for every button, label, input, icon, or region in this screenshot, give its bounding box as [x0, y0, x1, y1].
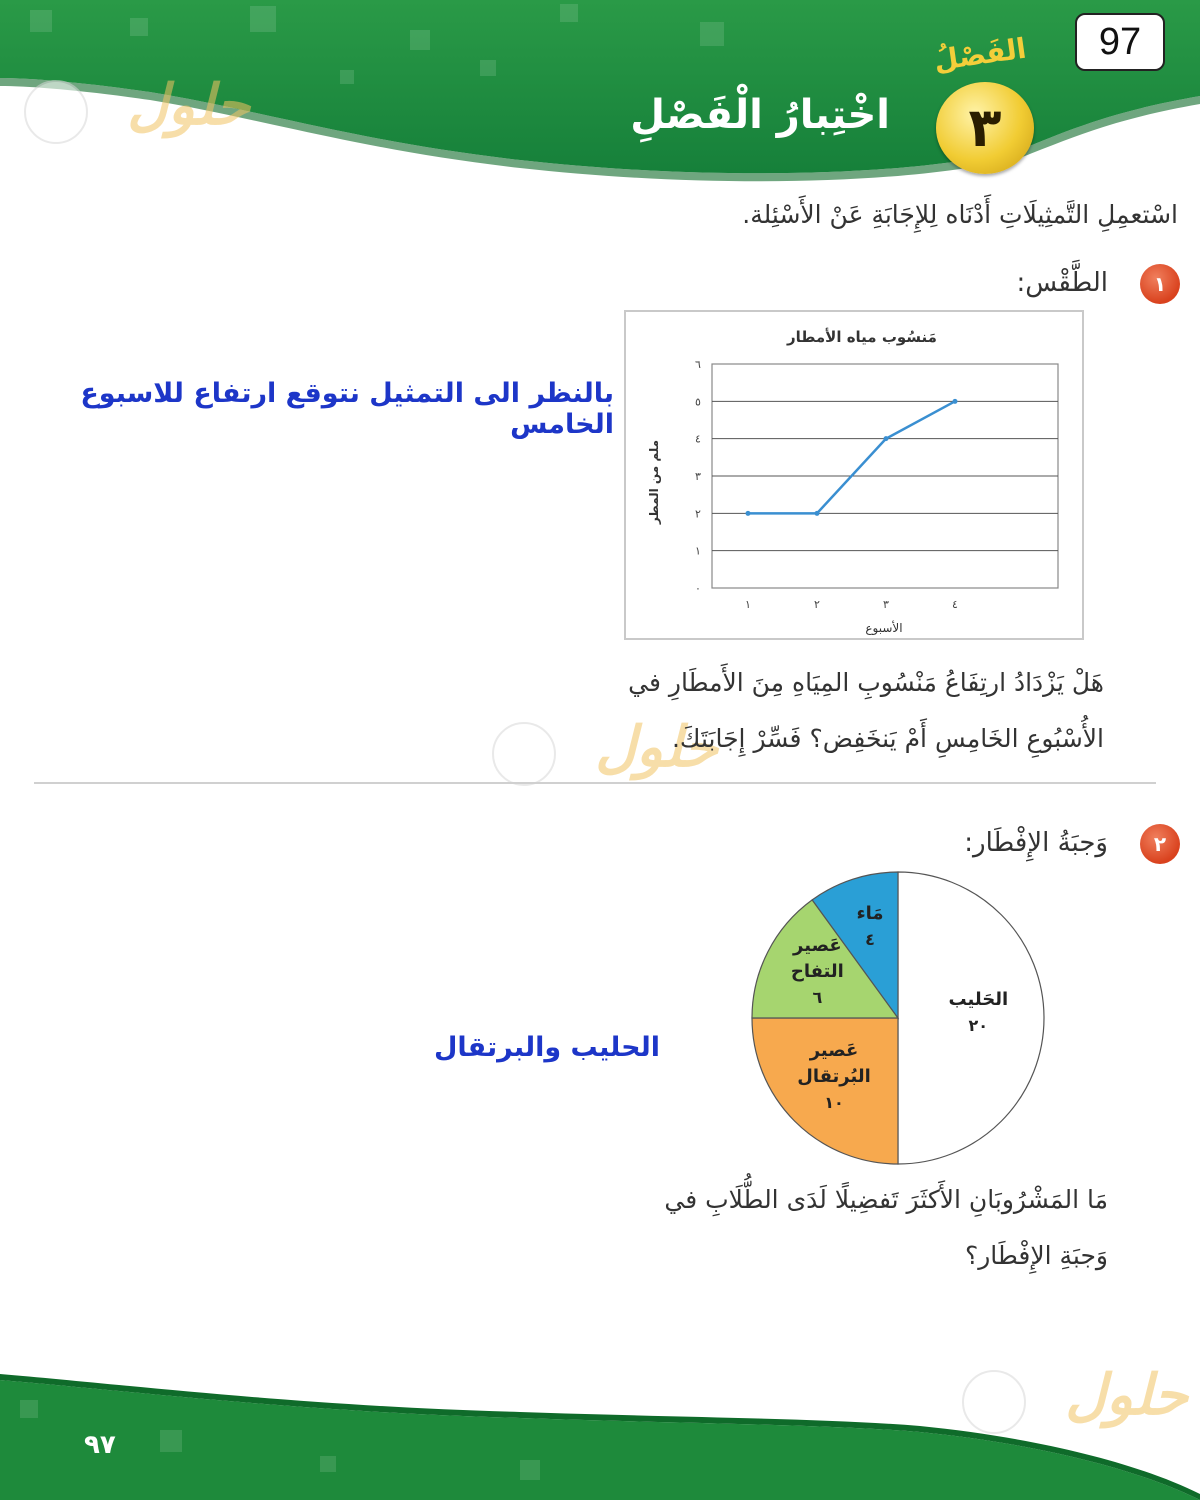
- instruction-text: اسْتعمِلِ التَّمثِيلَاتِ أَدْنَاه لِلإِجَابَةِ عَنْ الأَسْئِلة.: [742, 200, 1178, 229]
- y-axis-label: ملم من المطر: [647, 439, 661, 525]
- question-1-number: ١: [1140, 264, 1180, 304]
- chapter-title: اخْتِبارُ الْفَصْلِ: [630, 92, 890, 138]
- pie-category-label: الحَليب: [948, 989, 1009, 1010]
- chart-title: مَنسُوب مياه الأمطار: [787, 328, 937, 346]
- pie-value-label: ١٠: [824, 1093, 844, 1113]
- watermark-text: حلول: [127, 72, 250, 138]
- watermark-logo-icon: [492, 722, 556, 786]
- pie-category-label: عَصير: [809, 1040, 859, 1062]
- pie-category-label: عَصير: [793, 934, 842, 956]
- pie-value-label: ٢٠: [968, 1016, 989, 1035]
- pie-category-label: مَاء: [856, 902, 884, 924]
- data-point: [953, 399, 958, 404]
- x-axis-label: الأسبوع: [865, 621, 903, 635]
- y-tick-label: ٦: [695, 358, 701, 371]
- section-divider: [34, 782, 1156, 784]
- watermark-text: حلول: [1065, 1362, 1188, 1428]
- series-line: [748, 401, 955, 513]
- data-point: [884, 436, 889, 441]
- page-number-box: 97: [1075, 13, 1165, 71]
- watermark-text: حلول: [595, 714, 718, 780]
- question-2-answer: الحليب والبرتقال: [433, 1032, 660, 1063]
- pie-category-label: البُرتقال: [797, 1066, 871, 1088]
- footer-banner: [0, 1360, 1200, 1500]
- y-tick-label: ٣: [695, 470, 701, 483]
- y-tick-label: ٤: [695, 432, 701, 446]
- y-tick-label: ٢: [695, 507, 701, 521]
- y-tick-label: ٥: [695, 395, 701, 409]
- question-1-line2: الأُسْبُوعِ الخَامِسِ أَمْ يَنخَفِض؟ فَسِّرْ إِجَابَتَكَ.: [671, 724, 1104, 753]
- question-1-label: الطَّقْس:: [1016, 268, 1108, 298]
- footer-page-number: ٩٧: [84, 1430, 116, 1460]
- pie-value-label: ٤: [865, 929, 875, 949]
- question-1-answer: بالنظر الى التمثيل نتوقع ارتفاع للاسبوع الخامس: [80, 378, 614, 440]
- x-tick-label: ٣: [883, 598, 889, 611]
- data-point: [746, 511, 751, 516]
- question-2-number: ٢: [1140, 824, 1180, 864]
- line-chart-svg: [626, 312, 1082, 638]
- chapter-number-badge: ٣: [936, 82, 1034, 174]
- question-2-line2: وَجبَةِ الإِفْطَار؟: [964, 1241, 1108, 1270]
- watermark-logo-icon: [962, 1370, 1026, 1434]
- data-point: [815, 511, 820, 516]
- chapter-label: الفَصْلُ: [931, 31, 1029, 78]
- x-tick-label: ٢: [814, 598, 820, 611]
- question-1-line1: هَلْ يَزْدَادُ ارتِفَاعُ مَنْسُوبِ المِيَاهِ مِنَ الأَمطَارِ في: [628, 668, 1104, 697]
- pie-category-label: التفاح: [790, 960, 844, 982]
- x-tick-label: ٤: [952, 598, 958, 611]
- watermark-logo-icon: [24, 80, 88, 144]
- pie-chart: [740, 870, 1060, 1170]
- y-tick-label: ١: [695, 544, 701, 558]
- question-2-line1: مَا المَشْرُوبَانِ الأَكثَرَ تَفضِيلًا لَدَى الطُّلَابِ في: [664, 1185, 1108, 1214]
- y-tick-label: ٠: [695, 582, 701, 595]
- question-2-label: وَجبَةُ الإِفْطَار:: [964, 828, 1108, 858]
- x-tick-label: ١: [745, 598, 751, 611]
- pie-value-label: ٦: [812, 987, 823, 1007]
- line-chart: [624, 310, 1084, 640]
